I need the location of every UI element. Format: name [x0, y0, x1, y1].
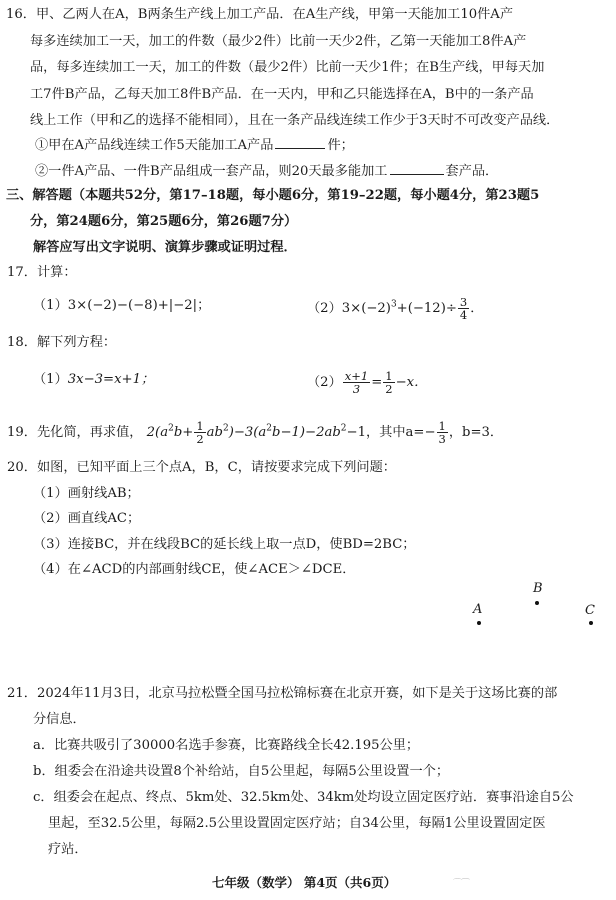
q18-frac2-den: 2 — [385, 382, 393, 396]
q16-sub2 — [35, 160, 498, 182]
q19-frac-den: 2 — [196, 432, 204, 446]
q17-part-2-expr-a: 3×(−2) — [341, 301, 391, 316]
section3-instruction: 解答应写出文字说明、演算步骤或证明过程． — [33, 240, 297, 255]
q19-fraction — [194, 420, 205, 445]
q18-fraction-1 — [343, 370, 370, 395]
q16-line-4: 工7件B产品，乙每天加工8件B产品．在一天内，甲和乙只能选择在A，B中的一条产品 — [30, 87, 534, 102]
q17-part-1-expr: 3×(−2)−(−8)+|−2|； — [67, 298, 211, 313]
q16-sub2-end: 套产品． — [445, 164, 499, 179]
q19-val-num: 1 — [438, 419, 446, 433]
q17-part-1 — [33, 296, 210, 316]
section3-heading-cont: 分，第24题6分，第25题6分，第26题7分） — [30, 214, 298, 229]
q20-item-4: （4）在∠ACD的内部画射线CE，使∠ACE＞∠DCE． — [33, 562, 356, 577]
q19-heading: 19．先化简，再求值， — [7, 425, 143, 440]
q18-fraction-2 — [383, 370, 394, 395]
q19-expr-d: )−3(a — [228, 425, 267, 440]
q17-frac-den: 4 — [459, 308, 468, 322]
q17-part-2 — [307, 296, 483, 321]
q16-sub1-text: ①甲在A产品线连续工作5天能加工A产品 — [35, 138, 274, 153]
q20-heading: 20．如图，已知平面上三个点A，B，C，请按要求完成下列问题： — [7, 460, 396, 475]
q19-expr-f: −1，其中a=− — [346, 425, 436, 440]
q20-item-3: （3）连接BC，并在线段BC的延长线上取一点D，使BD=2BC； — [33, 537, 416, 552]
q18-part-1-expr: 3x−3=x+1； — [67, 372, 155, 387]
q19-sup-c: 2 — [222, 423, 229, 434]
q21-line-1: 21．2024年11月3日，北京马拉松暨全国马拉松锦标赛在北京开赛，如下是关于这场比赛的部 — [7, 686, 558, 701]
q17-part-2-exponent: 3 — [390, 299, 397, 310]
q17-heading: 17．计算： — [7, 265, 77, 280]
q18-frac1-den: 3 — [352, 382, 361, 396]
q18-part-1 — [33, 370, 154, 390]
q19-expr-g: ，b=3． — [448, 425, 504, 440]
page-footer: 七年级（数学） 第4页（共6页） — [212, 875, 397, 890]
q21-item-a: a．比赛共吸引了30000名选手参赛，比赛路线全长42.195公里； — [33, 738, 420, 753]
q18-frac2-num: 1 — [385, 369, 393, 383]
q21-item-c-1: c．组委会在起点、终点、5km处、32.5km处、34km处均设立固定医疗站．赛事沿途自5公 — [33, 790, 574, 805]
q20-item-2: （2）画直线AC； — [33, 511, 141, 526]
q16-line-3: 品，每多连续加工一天，加工的件数（最少2件）比前一天少1件；在B生产线，甲每天加 — [30, 60, 545, 75]
q17-part-2-expr-b: +(−12)÷ — [396, 301, 457, 316]
q21-line-2: 分信息． — [33, 712, 86, 727]
point-b — [535, 601, 539, 605]
q19-expr-c: ab — [206, 425, 223, 440]
q21-item-c-3: 疗站． — [48, 842, 88, 857]
q19-expr-e: b−1)−2ab — [272, 425, 341, 440]
q16-line-5: 线上工作（甲和乙的选择不能相同），且在一条产品线连续工作少于3天时不可改变产品线． — [30, 113, 560, 128]
point-a-label: A — [473, 602, 483, 617]
q17-part-2-label: （2） — [307, 301, 342, 316]
q18-part-2-label: （2） — [307, 375, 342, 390]
point-c — [589, 621, 593, 625]
q16-sub2-blank[interactable] — [390, 160, 444, 175]
q17-part-1-label: （1） — [33, 298, 68, 313]
q19-sup-a: 2 — [168, 423, 174, 434]
q18-frac1-num: x+1 — [344, 369, 369, 383]
q21-item-c-2: 里起，至32.5公里，每隔2.5公里设置固定医疗站；自34公里，每隔1公里设置固定医 — [48, 816, 546, 831]
q17-part-2-fraction — [458, 296, 469, 321]
q16-line-2: 每多连续加工一天，加工的件数（最少2件）比前一天少2件，乙第一天能加工8件A产 — [30, 34, 527, 49]
q19-expr-a: 2(a — [146, 425, 169, 440]
q16-sub1-blank[interactable] — [275, 134, 325, 149]
q19-value-fraction — [437, 420, 448, 445]
point-a — [477, 621, 481, 625]
point-c-label: C — [585, 603, 595, 618]
q18-part-1-label: （1） — [33, 372, 68, 387]
q18-heading: 18．解下列方程： — [7, 335, 117, 350]
q19 — [7, 420, 503, 445]
q19-frac-num: 1 — [196, 419, 204, 433]
q18-equals: = — [371, 375, 383, 390]
q19-sup-d: 2 — [266, 423, 273, 434]
q19-sup-e: 2 — [340, 423, 347, 434]
q18-part-2-end: −x． — [395, 375, 428, 390]
q16-sub1-end: 件； — [327, 138, 354, 153]
q21-item-b: b．组委会在沿途共设置8个补给站，自5公里起，每隔5公里设置一个； — [33, 764, 450, 779]
q17-frac-num: 3 — [459, 295, 468, 309]
q16-sub1 — [35, 134, 354, 156]
watermark-mark: ⌒⁀ — [453, 879, 470, 889]
section3-heading: 三、解答题（本题共52分，第17–18题，每小题6分，第19–22题，每小题4分，第23题5 — [6, 188, 540, 203]
q19-val-den: 3 — [438, 432, 446, 446]
q19-expr-b: b+ — [173, 425, 194, 440]
point-b-label: B — [533, 581, 543, 596]
q17-part-2-end: ． — [470, 301, 484, 316]
q16-line-1: 16．甲、乙两人在A，B两条生产线上加工产品．在A生产线，甲第一天能加工10件A产 — [6, 7, 514, 22]
q16-sub2-text: ②一件A产品、一件B产品组成一套产品，则20天最多能加工 — [35, 164, 388, 179]
q20-item-1: （1）画射线AB； — [33, 486, 140, 501]
q18-part-2 — [307, 370, 427, 395]
